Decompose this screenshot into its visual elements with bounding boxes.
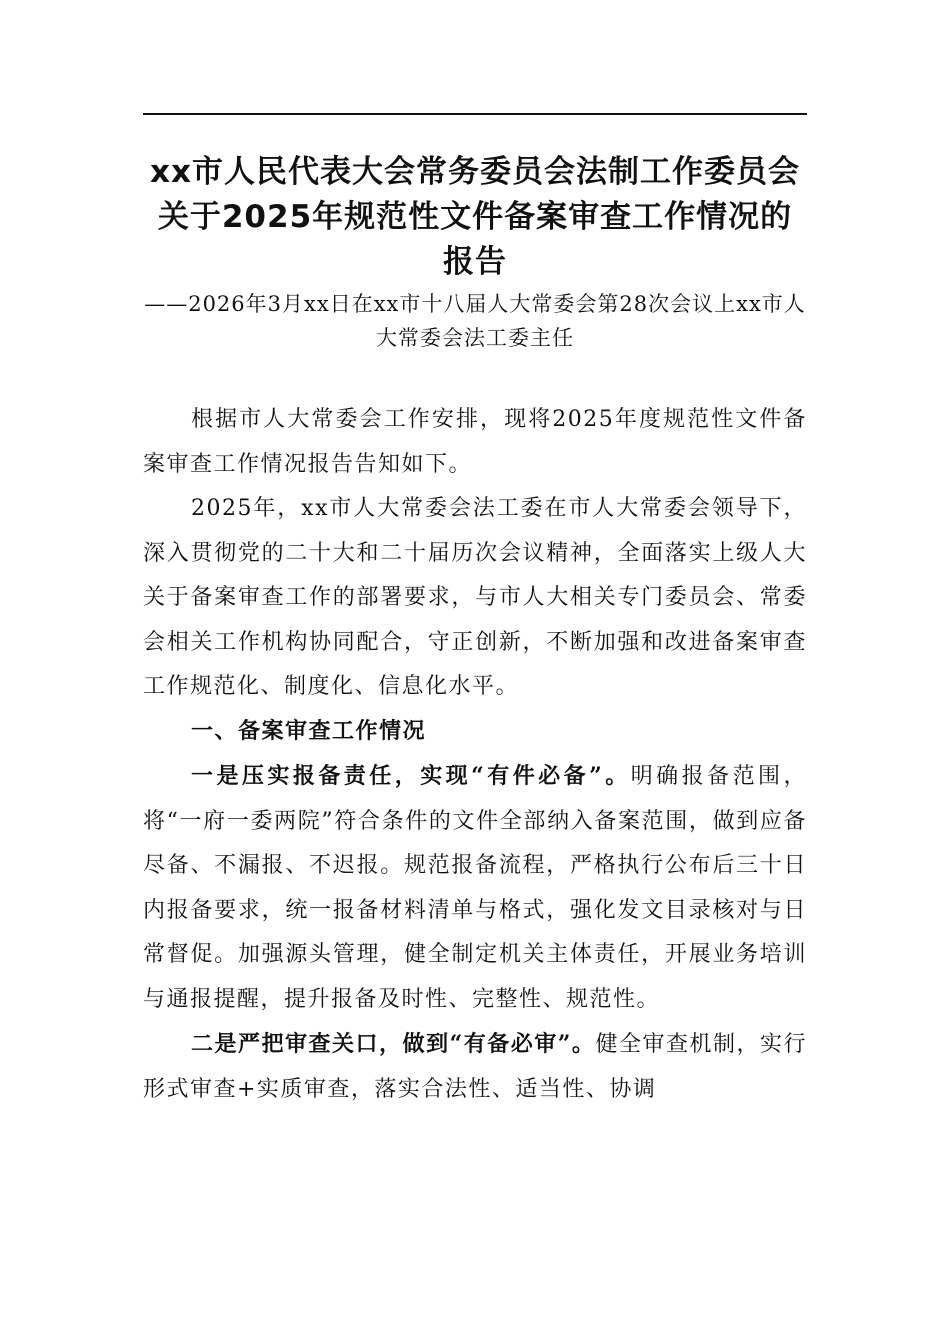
document-title: xx市人民代表大会常务委员会法制工作委员会关于2025年规范性文件备案审查工作情况的报告 — [150, 154, 800, 280]
paragraph-review-gate — [143, 1022, 807, 1112]
paragraph-lead: 二是严把审查关口，做到“有备必审”。 — [191, 1031, 596, 1057]
section-heading: 一、备案审查工作情况 — [191, 718, 427, 744]
document-subtitle: ——2026年3月xx日在xx市十八届人大常委会第28次会议上xx市人大常委会法工委主任 — [144, 292, 806, 350]
top-divider — [143, 113, 807, 115]
paragraph-overview: 2025年，xx市人大常委会法工委在市人大常委会领导下，深入贯彻党的二十大和二十届历次会议精神，全面落实上级人大关于备案审查工作的部署要求，与市人大相关专门委员会、常委会相关工作机构协同配合，守正创新，不断加强和改进备案审查工作规范化、制度化、信息化水平。 — [143, 496, 807, 699]
paragraph-filing-duty — [143, 754, 807, 1022]
paragraph-lead: 一是压实报备责任，实现“有件必备”。 — [191, 763, 631, 789]
document-body — [143, 398, 807, 1112]
paragraph-text: 健全审查机制，实行形式审查+实质审查，落实合法性、适当性、协调 — [143, 1032, 807, 1102]
paragraph-text: 明确报备范围，将“一府一委两院”符合条件的文件全部纳入备案范围，做到应备尽备、不漏报、不迟报。规范报备流程，严格执行公布后三十日内报备要求，统一报备材料清单与格式，强化发文目录核对与日常督促。加强源头管理，健全制定机关主体责任，开展业务培训与通报提醒，提升报备及时性、完整性、规范性。 — [143, 764, 807, 1012]
paragraph-intro: 根据市人大常委会工作安排，现将2025年度规范性文件备案审查工作情况报告告知如下。 — [143, 407, 807, 477]
